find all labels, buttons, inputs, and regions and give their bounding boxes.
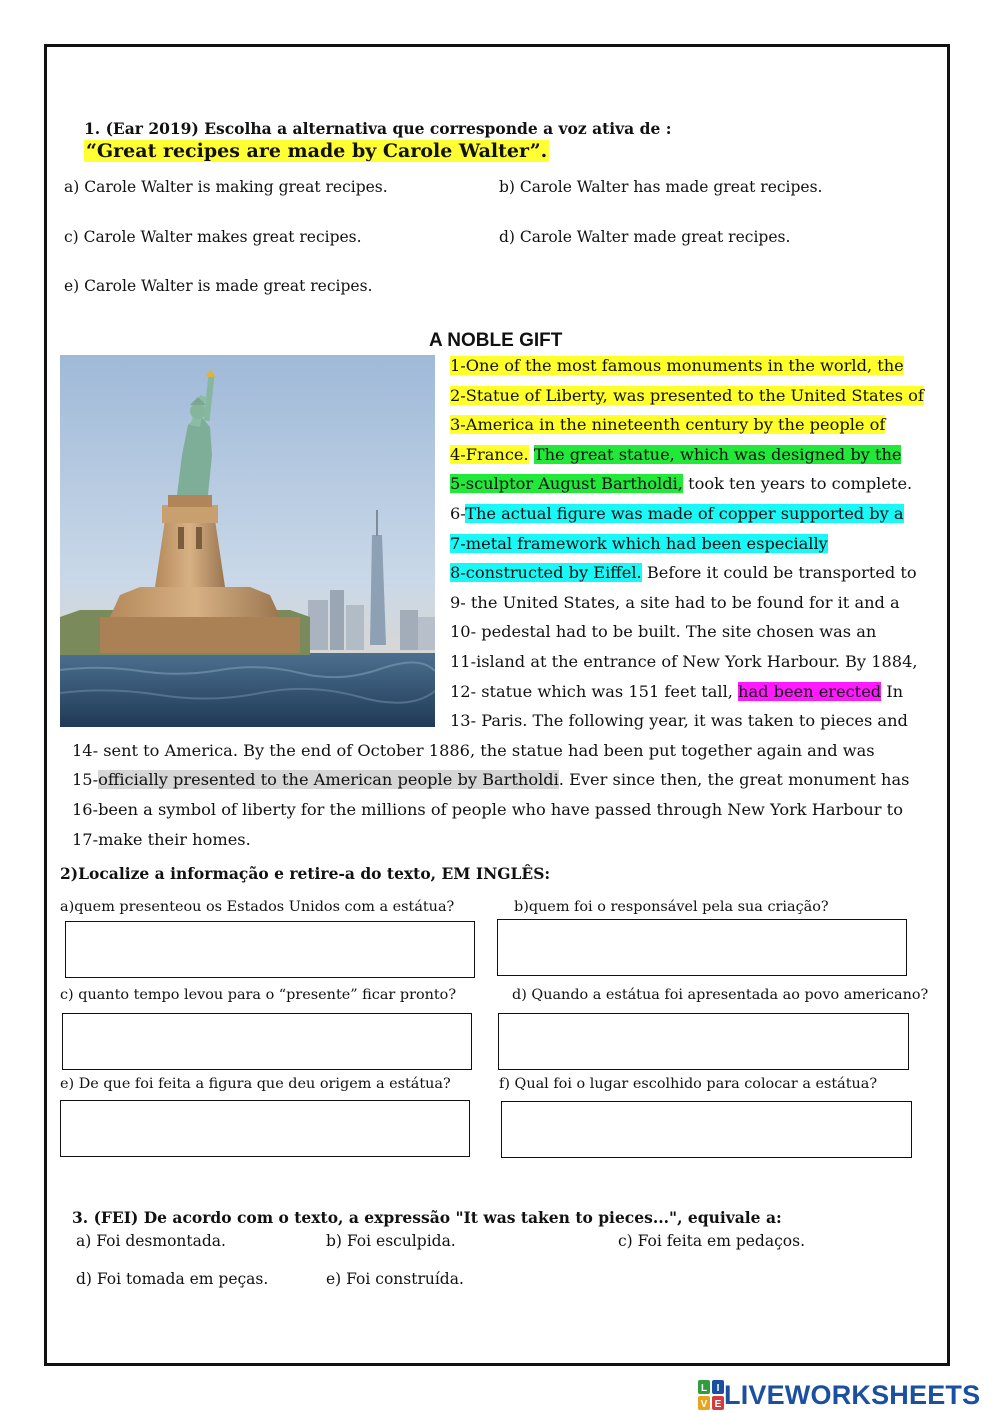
- highlighted-text: 1-One of the most famous monuments in the world, the: [450, 356, 904, 375]
- q2-answer-box-e[interactable]: [60, 1100, 470, 1157]
- article-line-2: [450, 381, 924, 411]
- article-line-14: [72, 736, 875, 766]
- highlighted-text: had been erected: [738, 681, 882, 701]
- q2-question-e: e) De que foi feita a figura que deu origem a estátua?: [60, 1076, 451, 1092]
- text-segment: [529, 445, 534, 464]
- q1-option-a[interactable]: a) Carole Walter is making great recipes.: [64, 178, 388, 196]
- liveworksheets-logo: [698, 1378, 980, 1412]
- highlighted-text: The actual figure was made of copper supported by a: [465, 504, 904, 523]
- text-segment: 11-island at the entrance of New York Harbour. By 1884,: [450, 652, 918, 671]
- q1-option-b[interactable]: b) Carole Walter has made great recipes.: [499, 178, 823, 196]
- article-line-10: [450, 617, 876, 647]
- highlighted-text: 3-America in the nineteenth century by the people of: [450, 415, 886, 435]
- q2-question-a: a)quem presenteou os Estados Unidos com a estátua?: [60, 899, 455, 915]
- article-line-1: [450, 351, 904, 381]
- logo-letter-i: I: [716, 1383, 720, 1394]
- text-segment: 12- statue which was 151 feet tall,: [450, 681, 739, 701]
- q2-question-c: c) quanto tempo levou para o “presente” ficar pronto?: [60, 987, 457, 1003]
- q3-option-c[interactable]: c) Foi feita em pedaços.: [618, 1232, 805, 1250]
- text-segment: 17-make their homes.: [72, 829, 251, 849]
- highlighted-text: 7-metal framework which had been especially: [450, 533, 828, 553]
- q1-option-d[interactable]: d) Carole Walter made great recipes.: [499, 228, 791, 246]
- article-line-4: [450, 440, 901, 470]
- q3-option-d[interactable]: d) Foi tomada em peças.: [76, 1270, 269, 1288]
- liveworksheets-logo-icon: [698, 1380, 724, 1410]
- text-segment: 10- pedestal had to be built. The site chosen was an: [450, 622, 877, 642]
- q2-answer-box-a[interactable]: [65, 921, 475, 978]
- article-line-9: [450, 588, 900, 618]
- question-1-sentence: “Great recipes are made by Carole Walter”.: [86, 140, 548, 162]
- article-line-17: [72, 825, 251, 855]
- highlighted-text: 2-Statue of Liberty, was presented to the United States of: [450, 385, 924, 405]
- question-1-title: 1. (Ear 2019) Escolha a alternativa que corresponde a voz ativa de :: [84, 119, 672, 138]
- text-segment: . Ever since then, the great monument has: [558, 770, 910, 790]
- article-line-12: [450, 677, 903, 707]
- text-segment: In: [881, 681, 904, 701]
- q2-question-b: b)quem foi o responsável pela sua criação?: [514, 899, 829, 915]
- article-line-8: [450, 558, 917, 588]
- article-line-6: [450, 499, 904, 529]
- q2-question-f: f) Qual foi o lugar escolhido para colocar a estátua?: [499, 1076, 878, 1092]
- logo-letter-v: V: [700, 1399, 708, 1410]
- article-line-7: [450, 529, 828, 559]
- q3-option-e[interactable]: e) Foi construída.: [326, 1270, 464, 1288]
- question-2-title: 2)Localize a informação e retire-a do texto, EM INGLÊS:: [60, 864, 551, 883]
- text-segment: 6-: [450, 504, 466, 523]
- q1-option-e[interactable]: e) Carole Walter is made great recipes.: [64, 277, 373, 295]
- q2-answer-box-b[interactable]: [497, 919, 907, 976]
- q2-answer-box-c[interactable]: [62, 1013, 472, 1070]
- text-segment: 16-been a symbol of liberty for the millions of people who have passed through New York Harbour to: [72, 800, 903, 819]
- q2-answer-box-d[interactable]: [498, 1013, 909, 1070]
- article-line-15: [72, 765, 909, 795]
- highlighted-text: 4-France.: [450, 444, 529, 464]
- highlighted-text: officially presented to the American people by Bartholdi: [98, 770, 559, 790]
- q1-option-c[interactable]: c) Carole Walter makes great recipes.: [64, 228, 362, 246]
- q3-option-b[interactable]: b) Foi esculpida.: [326, 1232, 456, 1250]
- highlighted-text: The great statue, which was designed by the: [533, 444, 902, 464]
- statue-of-liberty-photo: [60, 355, 435, 727]
- article-line-3: [450, 410, 885, 440]
- article-title: A NOBLE GIFT: [429, 330, 563, 351]
- logo-letter-e: E: [714, 1399, 722, 1410]
- text-segment: 14- sent to America. By the end of October 1886, the statue had been put together again and was: [72, 740, 875, 760]
- logo-letter-l: L: [700, 1383, 708, 1394]
- brand-name: LIVEWORKSHEETS: [724, 1379, 981, 1410]
- q2-answer-box-f[interactable]: [501, 1101, 912, 1158]
- article-line-5: [450, 469, 912, 499]
- article-line-11: [450, 647, 918, 677]
- highlighted-text: 8-constructed by Eiffel.: [450, 563, 642, 583]
- text-segment: 15-: [72, 770, 99, 790]
- article-line-13: [450, 706, 908, 736]
- question-3-title: 3. (FEI) De acordo com o texto, a expressão "It was taken to pieces...", equivale a:: [72, 1208, 782, 1227]
- q3-option-a[interactable]: a) Foi desmontada.: [76, 1232, 226, 1250]
- text-segment: 9- the United States, a site had to be found for it and a: [450, 592, 900, 612]
- article-line-16: [72, 795, 903, 825]
- text-segment: Before it could be transported to: [641, 563, 917, 583]
- highlighted-text: 5-sculptor August Bartholdi,: [450, 474, 683, 494]
- text-segment: took ten years to complete.: [682, 474, 913, 494]
- q2-question-d: d) Quando a estátua foi apresentada ao povo americano?: [512, 987, 929, 1003]
- text-segment: 13- Paris. The following year, it was taken to pieces and: [450, 711, 908, 731]
